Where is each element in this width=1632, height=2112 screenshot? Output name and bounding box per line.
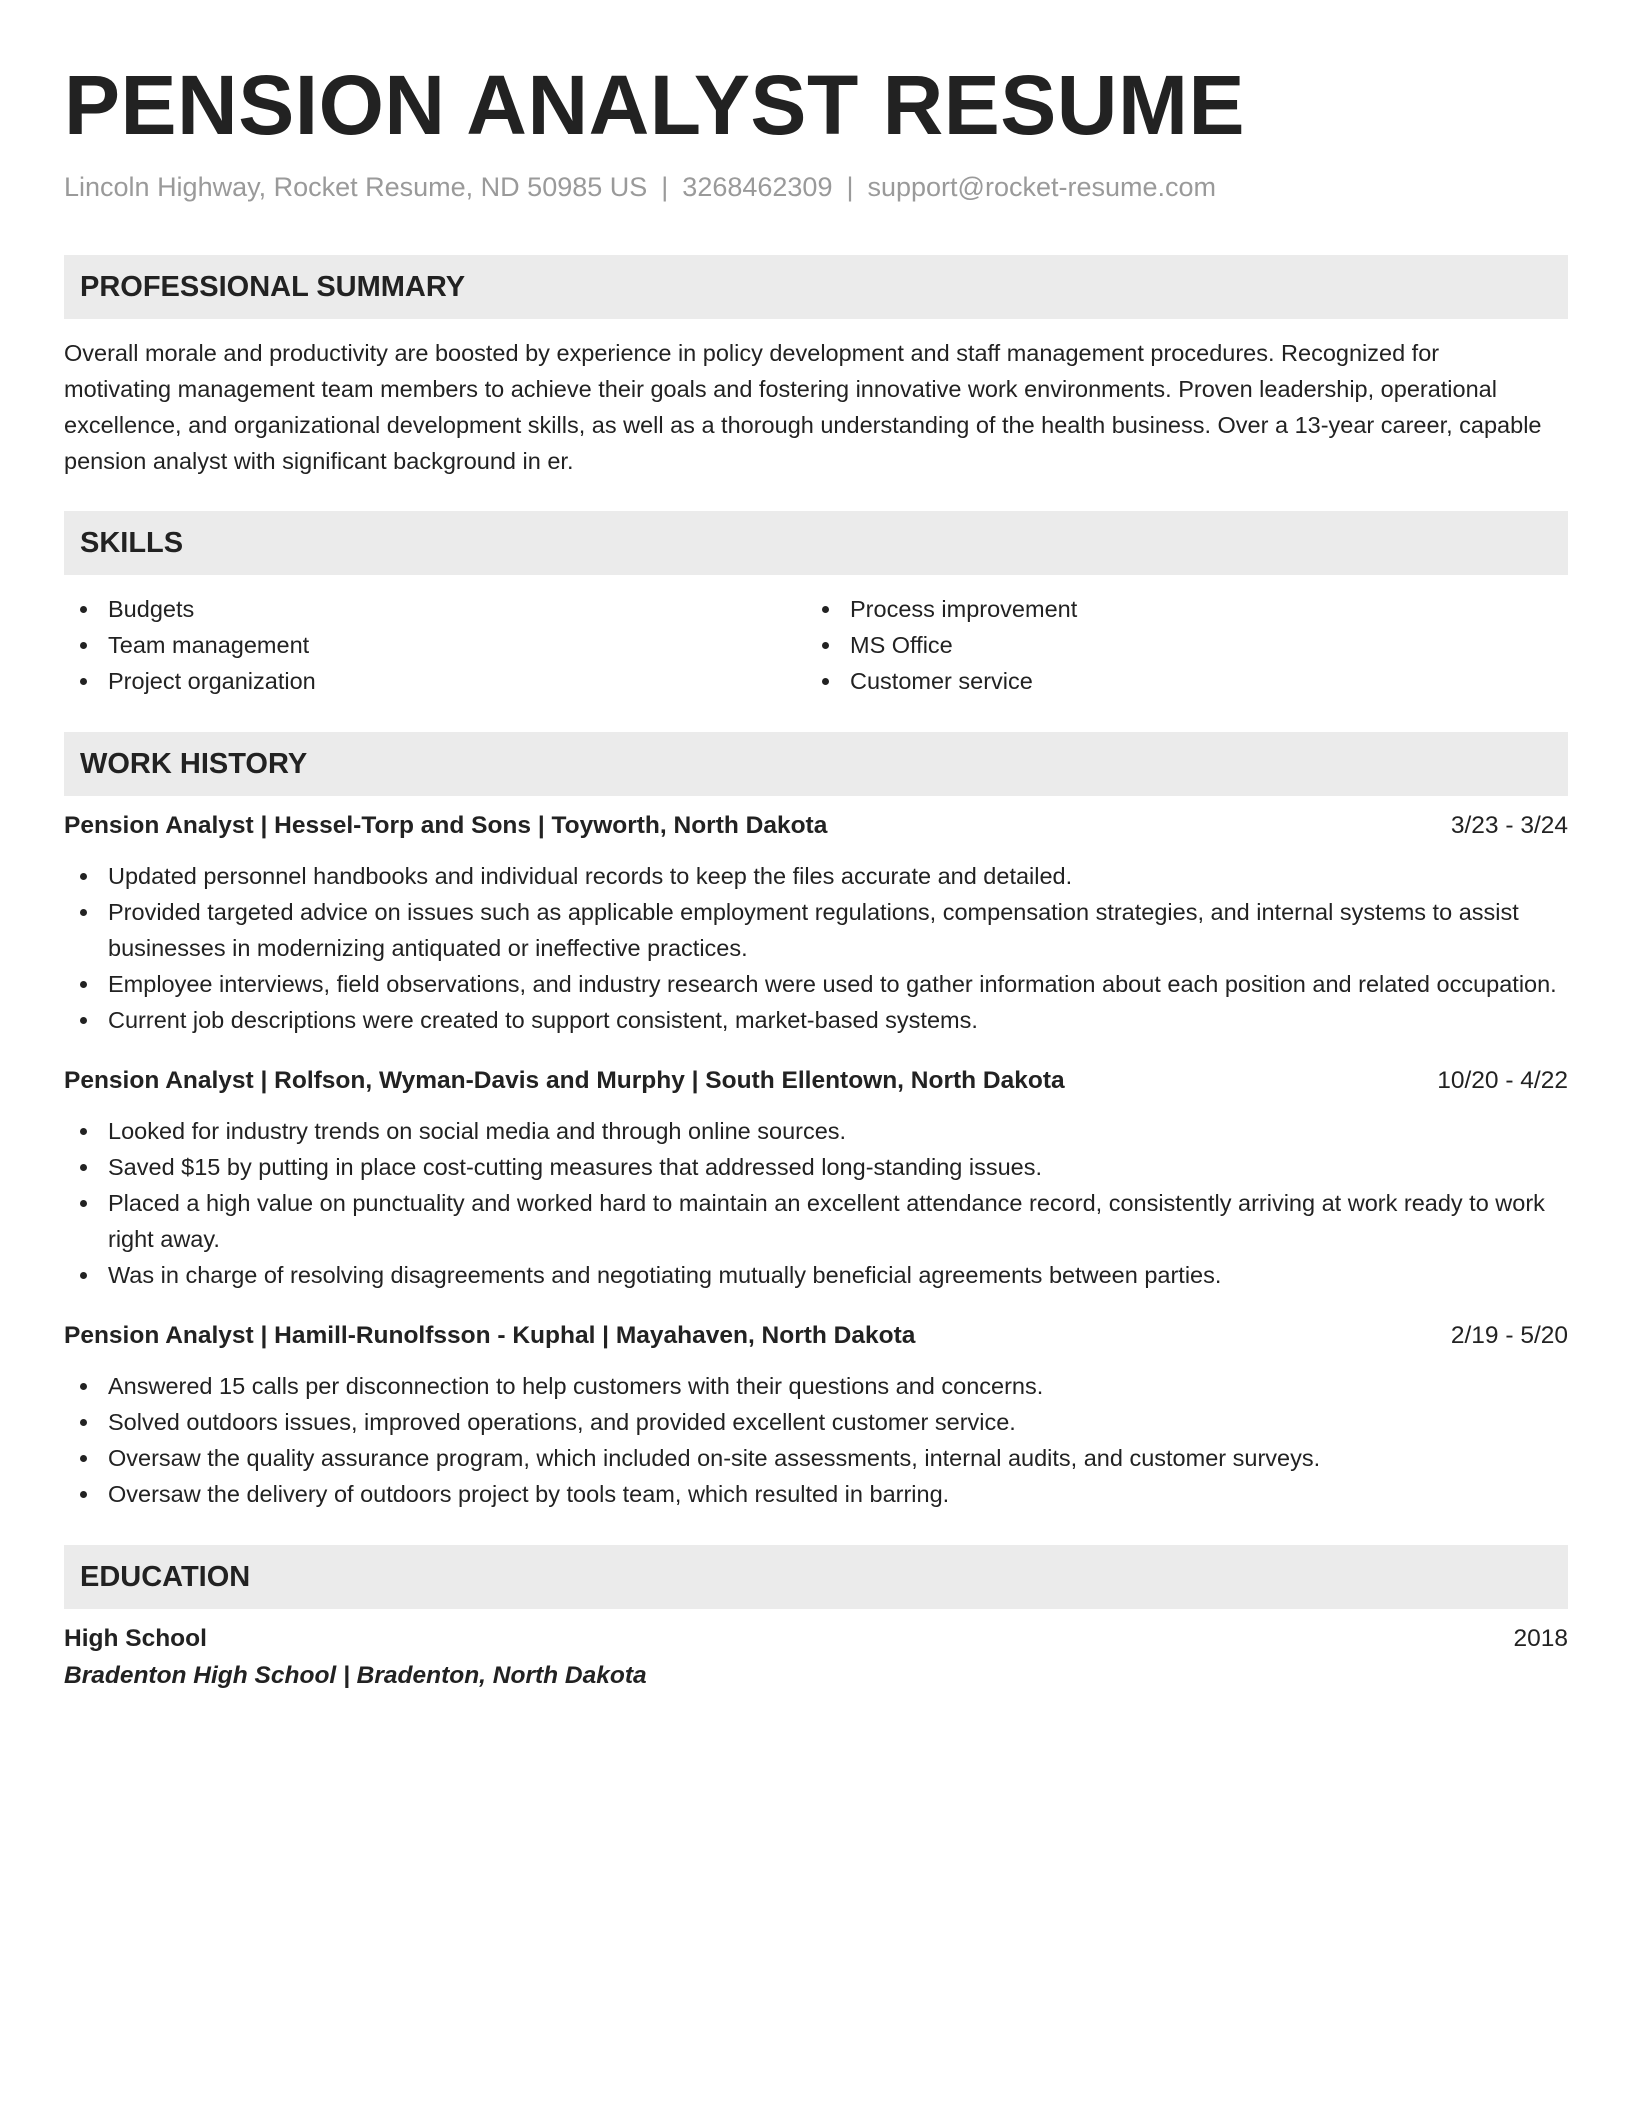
job-bullet: Updated personnel handbooks and individual records to keep the files accurate and detailed. <box>64 858 1568 894</box>
education-degree: High School <box>64 1625 207 1652</box>
section-heading-work-history: WORK HISTORY <box>64 732 1568 796</box>
skills-column-left <box>64 591 806 699</box>
skill-item: Customer service <box>806 663 1548 699</box>
job-bullet: Answered 15 calls per disconnection to help customers with their questions and concerns. <box>64 1368 1568 1404</box>
skill-item: Team management <box>64 627 806 663</box>
skill-item: Budgets <box>64 591 806 627</box>
skills-list <box>64 591 1568 699</box>
job-bullet: Oversaw the quality assurance program, which included on-site assessments, internal audits, and customer surveys. <box>64 1440 1568 1476</box>
contact-separator: | <box>661 172 669 202</box>
section-heading-education: EDUCATION <box>64 1545 1568 1609</box>
job-title: Pension Analyst | Hamill-Runolfsson - Kuphal | Mayahaven, North Dakota <box>64 1322 916 1349</box>
job-title: Pension Analyst | Hessel-Torp and Sons | Toyworth, North Dakota <box>64 812 828 839</box>
contact-email: support@rocket-resume.com <box>867 172 1217 202</box>
education-year: 2018 <box>1513 1625 1568 1652</box>
skills-column-right <box>806 591 1548 699</box>
job-bullet: Employee interviews, field observations, and industry research were used to gather information about each position and related occupation. <box>64 966 1568 1002</box>
job-bullet: Current job descriptions were created to support consistent, market-based systems. <box>64 1002 1568 1038</box>
contact-separator: | <box>846 172 854 202</box>
job-dates: 10/20 - 4/22 <box>1437 1067 1568 1094</box>
job-bullet: Placed a high value on punctuality and worked hard to maintain an excellent attendance record, consistently arriving at work ready to work right away. <box>64 1185 1568 1257</box>
job-entry <box>64 1318 1568 1512</box>
contact-line <box>64 169 1568 205</box>
job-bullet: Oversaw the delivery of outdoors project by tools team, which resulted in barring. <box>64 1476 1568 1512</box>
job-dates: 3/23 - 3/24 <box>1450 812 1568 839</box>
job-entry <box>64 1063 1568 1293</box>
job-title: Pension Analyst | Rolfson, Wyman-Davis and Murphy | South Ellentown, North Dakota <box>64 1067 1065 1094</box>
summary-text: Overall morale and productivity are boosted by experience in policy development and staff management procedures. Recognized for motivating management team members to achieve their goals and fostering innovative work environments. Proven leadership, operational excellence, and organizational development skills, as well as a thorough understanding of the health business. Over a 13-year career, capable pension analyst with significant background in er. <box>64 340 1542 474</box>
job-entry <box>64 808 1568 1038</box>
job-bullets <box>64 858 1568 1038</box>
job-header <box>64 808 1568 844</box>
job-bullet: Provided targeted advice on issues such as applicable employment regulations, compensation strategies, and internal systems to assist businesses in modernizing antiquated or ineffective practices. <box>64 894 1568 966</box>
skill-item: Project organization <box>64 663 806 699</box>
job-dates: 2/19 - 5/20 <box>1450 1322 1568 1349</box>
skill-item: MS Office <box>806 627 1548 663</box>
resume-page <box>64 0 1568 1695</box>
section-heading-summary: PROFESSIONAL SUMMARY <box>64 255 1568 319</box>
resume-title: PENSION ANALYST RESUME <box>64 58 1245 152</box>
job-bullet: Was in charge of resolving disagreements and negotiating mutually beneficial agreements between parties. <box>64 1257 1568 1293</box>
education-header <box>64 1621 1568 1657</box>
job-bullet: Solved outdoors issues, improved operations, and provided excellent customer service. <box>64 1404 1568 1440</box>
job-bullet: Saved $15 by putting in place cost-cutting measures that addressed long-standing issues. <box>64 1149 1568 1185</box>
section-heading-skills: SKILLS <box>64 511 1568 575</box>
job-header <box>64 1318 1568 1354</box>
contact-address: Lincoln Highway, Rocket Resume, ND 50985 US <box>64 172 648 202</box>
education-school: Bradenton High School | Bradenton, North Dakota <box>64 1662 647 1689</box>
job-bullets <box>64 1368 1568 1512</box>
job-bullet: Looked for industry trends on social media and through online sources. <box>64 1113 1568 1149</box>
contact-phone: 3268462309 <box>682 172 833 202</box>
job-bullets <box>64 1113 1568 1293</box>
skill-item: Process improvement <box>806 591 1548 627</box>
job-header <box>64 1063 1568 1099</box>
